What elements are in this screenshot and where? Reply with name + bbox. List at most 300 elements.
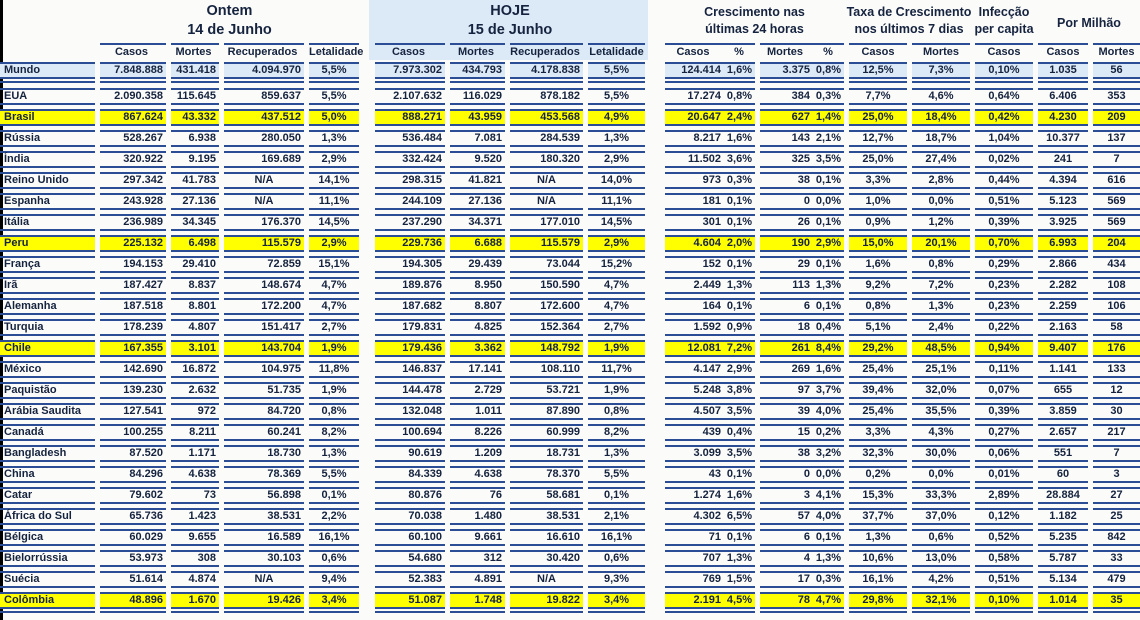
- hoje-casos-cell: 187.682: [375, 298, 445, 315]
- growth24h-mortes-value: 0: [803, 468, 810, 480]
- taxa7d-casos-label: Casos: [849, 43, 907, 61]
- hoje-casos-cell: 888.271: [375, 109, 445, 126]
- hoje-recuperados-cell: 30.420: [510, 550, 583, 567]
- hoje-recuperados-cell: 18.731: [510, 445, 583, 462]
- hoje-mortes-cell: 8.807: [450, 298, 505, 315]
- hoje-casos-cell: 244.109: [375, 193, 445, 210]
- pormilhao-mortes-cell: 33: [1093, 550, 1140, 567]
- country-cell: Colômbia: [0, 592, 95, 609]
- growth24h-casos-cell: [665, 424, 755, 441]
- growth24h-casos-value: 4.604: [693, 237, 721, 249]
- growth24h-mortes-cell: [760, 466, 844, 483]
- growth24h-mortes-value: 325: [791, 153, 810, 165]
- country-cell: Bélgica: [0, 529, 95, 546]
- growth24h-mortes-cell: [760, 361, 844, 378]
- ontem-mortes-cell: 308: [171, 550, 219, 567]
- ontem-casos-cell: 225.132: [100, 235, 166, 252]
- growth24h-casos-value: 181: [702, 195, 721, 207]
- ontem-letalidade-cell: 15,1%: [309, 256, 359, 273]
- infeccao-percapita-cell: 0,42%: [975, 109, 1033, 126]
- table-row: [0, 382, 1140, 399]
- pormilhao-casos-cell: 10.377: [1038, 130, 1088, 147]
- pormilhao-mortes-cell: 108: [1093, 277, 1140, 294]
- hoje-casos-cell: 60.100: [375, 529, 445, 546]
- hoje-letalidade-cell: 2,7%: [588, 319, 645, 336]
- hoje-recuperados-cell: 53.721: [510, 382, 583, 399]
- ontem-recuperados-cell: 169.689: [224, 151, 304, 168]
- hoje-casos-cell: 2.107.632: [375, 88, 445, 105]
- hoje-recuperados-cell: 78.370: [510, 466, 583, 483]
- growth24h-mortes-value: 627: [791, 111, 810, 123]
- infeccao-percapita-cell: 2,89%: [975, 487, 1033, 504]
- hoje-letalidade-cell: 0,1%: [588, 487, 645, 504]
- hoje-letalidade-cell: 14,5%: [588, 214, 645, 231]
- growth24h-casos-value: 71: [708, 531, 721, 543]
- growth24h-casos-value: 3.099: [693, 447, 721, 459]
- pormilhao-casos-cell: 2.657: [1038, 424, 1088, 441]
- ontem-casos-cell: 187.427: [100, 277, 166, 294]
- taxa7d-mortes-cell: 0,0%: [912, 193, 970, 210]
- growth24h-mortes-pct: 3,7%: [815, 384, 841, 396]
- infeccao-title-line2: per capita: [974, 22, 1034, 36]
- taxa7d-mortes-cell: 32,0%: [912, 382, 970, 399]
- taxa7d-mortes-cell: 20,1%: [912, 235, 970, 252]
- taxa7d-casos-cell: 37,7%: [849, 508, 907, 525]
- ontem-casos-cell: 236.989: [100, 214, 166, 231]
- growth24h-mortes-cell: [760, 340, 844, 357]
- ontem-letalidade-cell: 5,5%: [309, 88, 359, 105]
- ontem-mortes-cell: 41.783: [171, 172, 219, 189]
- growth24h-mortes-value: 4: [803, 552, 810, 564]
- growth24h-mortes-pct: 3,2%: [815, 447, 841, 459]
- pormilhao-mortes-cell: 7: [1093, 445, 1140, 462]
- growth24h-mortes-cell: [760, 298, 844, 315]
- pormilhao-casos-cell: 5.134: [1038, 571, 1088, 588]
- pormilhao-mortes-cell: 842: [1093, 529, 1140, 546]
- pormilhao-casos-cell: 2.163: [1038, 319, 1088, 336]
- pormilhao-mortes-cell: 133: [1093, 361, 1140, 378]
- hoje-casos-cell: 52.383: [375, 571, 445, 588]
- ontem-casos-cell: 79.602: [100, 487, 166, 504]
- country-cell: Brasil: [0, 109, 95, 126]
- growth24h-casos-pct: 2,9%: [726, 363, 752, 375]
- growth24h-mortes-cell: [760, 382, 844, 399]
- growth24h-casos-pct: 0,1%: [726, 195, 752, 207]
- hoje-recuperados-cell: 172.600: [510, 298, 583, 315]
- ontem-mortes-cell: 6.938: [171, 130, 219, 147]
- pormilhao-casos-cell: 28.884: [1038, 487, 1088, 504]
- growth24h-casos-value: 2.449: [693, 279, 721, 291]
- ontem-casos-cell: 243.928: [100, 193, 166, 210]
- growth24h-title-line1: Crescimento nas: [704, 5, 805, 19]
- ontem-mortes-cell: 27.136: [171, 193, 219, 210]
- growth24h-casos-label: [665, 43, 755, 61]
- growth24h-casos-pct: 1,3%: [726, 279, 752, 291]
- growth24h-mortes-pct: 4,0%: [815, 510, 841, 522]
- growth24h-mortes-value: 3.375: [782, 64, 810, 76]
- infeccao-percapita-cell: 0,51%: [975, 571, 1033, 588]
- growth24h-mortes-value: 38: [797, 447, 810, 459]
- ontem-letalidade-cell: 2,7%: [309, 319, 359, 336]
- table-row: [0, 62, 1140, 79]
- table-row: [0, 256, 1140, 273]
- ontem-mortes-cell: 6.498: [171, 235, 219, 252]
- growth24h-mortes-pct: 4,0%: [815, 405, 841, 417]
- growth24h-mortes-pct: 2,9%: [815, 237, 841, 249]
- growth24h-casos-value: 4.507: [693, 405, 721, 417]
- growth24h-casos-cell: [665, 403, 755, 420]
- growth24h-mortes-cell: [760, 445, 844, 462]
- pormilhao-casos-cell: 5.123: [1038, 193, 1088, 210]
- pormilhao-mortes-cell: 3: [1093, 466, 1140, 483]
- infeccao-percapita-cell: 0,94%: [975, 340, 1033, 357]
- ontem-recuperados-cell: 151.417: [224, 319, 304, 336]
- ontem-mortes-cell: 3.101: [171, 340, 219, 357]
- infeccao-percapita-cell: 0,12%: [975, 508, 1033, 525]
- table-row: [0, 529, 1140, 546]
- ontem-letalidade-cell: 14,5%: [309, 214, 359, 231]
- growth24h-casos-pct: 0,1%: [726, 468, 752, 480]
- hoje-casos-cell: 90.619: [375, 445, 445, 462]
- taxa7d-casos-cell: 10,6%: [849, 550, 907, 567]
- growth24h-casos-value: 769: [702, 573, 721, 585]
- growth24h-casos-cell: [665, 62, 755, 79]
- hoje-recuperados-cell: N/A: [510, 571, 583, 588]
- growth24h-casos-pct: 6,5%: [726, 510, 752, 522]
- ontem-recuperados-cell: 72.859: [224, 256, 304, 273]
- pormilhao-casos-label: Casos: [1038, 43, 1088, 61]
- ontem-mortes-cell: 1.670: [171, 592, 219, 609]
- growth24h-section-title: [665, 4, 844, 38]
- country-column-label: [0, 43, 95, 61]
- growth24h-casos-cell: [665, 466, 755, 483]
- growth24h-casos-cell: [665, 88, 755, 105]
- ontem-mortes-cell: 4.874: [171, 571, 219, 588]
- pormilhao-casos-cell: 551: [1038, 445, 1088, 462]
- ontem-letalidade-cell: 5,0%: [309, 109, 359, 126]
- ontem-casos-cell: 320.922: [100, 151, 166, 168]
- growth24h-casos-cell: [665, 340, 755, 357]
- growth24h-casos-cell: [665, 277, 755, 294]
- table-row: [0, 319, 1140, 336]
- ontem-casos-cell: 87.520: [100, 445, 166, 462]
- growth24h-title-line2: últimas 24 horas: [705, 22, 804, 36]
- hoje-letalidade-cell: 4,7%: [588, 298, 645, 315]
- table-row: [0, 151, 1140, 168]
- hoje-mortes-cell: 2.729: [450, 382, 505, 399]
- taxa7d-casos-cell: 12,7%: [849, 130, 907, 147]
- ontem-casos-cell: 60.029: [100, 529, 166, 546]
- ontem-casos-cell: 84.296: [100, 466, 166, 483]
- growth24h-casos-pct: 1,6%: [726, 489, 752, 501]
- ontem-mortes-cell: 43.332: [171, 109, 219, 126]
- ontem-recuperados-cell: 19.426: [224, 592, 304, 609]
- country-cell: Arábia Saudita: [0, 403, 95, 420]
- hoje-casos-cell: 132.048: [375, 403, 445, 420]
- growth24h-mortes-pct: 0,2%: [815, 426, 841, 438]
- growth24h-mortes-label: [760, 43, 844, 61]
- ontem-recuperados-cell: 148.674: [224, 277, 304, 294]
- hoje-mortes-cell: 41.821: [450, 172, 505, 189]
- growth24h-casos-pct: 0,1%: [726, 531, 752, 543]
- country-cell: Alemanha: [0, 298, 95, 315]
- pormilhao-casos-cell: 3.859: [1038, 403, 1088, 420]
- hoje-mortes-cell: 1.748: [450, 592, 505, 609]
- hoje-letalidade-cell: 0,8%: [588, 403, 645, 420]
- ontem-mortes-cell: 1.423: [171, 508, 219, 525]
- growth24h-casos-cell: [665, 172, 755, 189]
- growth24h-casos-value: 8.217: [693, 132, 721, 144]
- taxa7d-mortes-cell: 2,8%: [912, 172, 970, 189]
- infeccao-percapita-cell: 0,39%: [975, 214, 1033, 231]
- growth24h-mortes-value: 29: [797, 258, 810, 270]
- ontem-casos-cell: 139.230: [100, 382, 166, 399]
- country-cell: Catar: [0, 487, 95, 504]
- pormilhao-mortes-cell: 56: [1093, 62, 1140, 79]
- growth24h-casos-value: 152: [702, 258, 721, 270]
- hoje-casos-cell: 194.305: [375, 256, 445, 273]
- growth24h-casos-pct: 1,6%: [726, 132, 752, 144]
- hoje-recuperados-label: Recuperados: [510, 43, 583, 61]
- table-row: [0, 445, 1140, 462]
- growth24h-casos-cell: [665, 592, 755, 609]
- growth24h-mortes-cell: [760, 550, 844, 567]
- hoje-mortes-cell: 4.638: [450, 466, 505, 483]
- hoje-recuperados-cell: 878.182: [510, 88, 583, 105]
- table-row: [0, 298, 1140, 315]
- taxa7d-casos-cell: 1,6%: [849, 256, 907, 273]
- growth24h-casos-cell: [665, 256, 755, 273]
- taxa7d-casos-cell: 25,0%: [849, 151, 907, 168]
- ontem-mortes-cell: 115.645: [171, 88, 219, 105]
- hoje-mortes-cell: 1.011: [450, 403, 505, 420]
- pormilhao-mortes-cell: 137: [1093, 130, 1140, 147]
- growth24h-casos-pct: 0,1%: [726, 258, 752, 270]
- ontem-recuperados-cell: 16.589: [224, 529, 304, 546]
- taxa7d-casos-cell: 1,3%: [849, 529, 907, 546]
- pormilhao-title-line1: Por Milhão: [1057, 16, 1121, 30]
- taxa7d-casos-cell: 25,4%: [849, 403, 907, 420]
- growth24h-casos-cell: [665, 571, 755, 588]
- taxa7d-casos-cell: 7,7%: [849, 88, 907, 105]
- hoje-recuperados-cell: 108.110: [510, 361, 583, 378]
- growth24h-mortes-value: 18: [797, 321, 810, 333]
- growth24h-mortes-value: 38: [797, 174, 810, 186]
- hoje-title-line2: 15 de Junho: [467, 22, 553, 38]
- infeccao-percapita-cell: 0,64%: [975, 88, 1033, 105]
- taxa7d-casos-cell: 29,8%: [849, 592, 907, 609]
- hoje-casos-cell: 146.837: [375, 361, 445, 378]
- hoje-recuperados-cell: 177.010: [510, 214, 583, 231]
- growth24h-casos-value: 4.147: [693, 363, 721, 375]
- ontem-casos-cell: 167.355: [100, 340, 166, 357]
- ontem-letalidade-cell: 11,8%: [309, 361, 359, 378]
- country-cell: África do Sul: [0, 508, 95, 525]
- ontem-recuperados-cell: 280.050: [224, 130, 304, 147]
- hoje-mortes-cell: 76: [450, 487, 505, 504]
- infeccao-percapita-cell: 0,51%: [975, 193, 1033, 210]
- taxa7d-mortes-cell: 27,4%: [912, 151, 970, 168]
- pormilhao-casos-cell: 2.866: [1038, 256, 1088, 273]
- taxa7d-mortes-cell: 1,2%: [912, 214, 970, 231]
- growth24h-mortes-cell: [760, 319, 844, 336]
- country-cell: EUA: [0, 88, 95, 105]
- growth24h-mortes-pct: 0,8%: [815, 64, 841, 76]
- pormilhao-casos-cell: 2.259: [1038, 298, 1088, 315]
- ontem-letalidade-cell: 1,9%: [309, 340, 359, 357]
- hoje-letalidade-cell: 0,6%: [588, 550, 645, 567]
- growth24h-casos-pct: 0,9%: [726, 321, 752, 333]
- hoje-mortes-cell: 1.480: [450, 508, 505, 525]
- taxa7d-mortes-cell: 4,2%: [912, 571, 970, 588]
- hoje-section-title: [375, 2, 645, 40]
- growth24h-mortes-cell: [760, 529, 844, 546]
- ontem-letalidade-cell: 9,4%: [309, 571, 359, 588]
- growth24h-casos-pct: 0,8%: [726, 90, 752, 102]
- taxa7d-casos-cell: 3,3%: [849, 424, 907, 441]
- growth24h-casos-value: 20.647: [687, 111, 721, 123]
- hoje-recuperados-cell: 284.539: [510, 130, 583, 147]
- hoje-recuperados-cell: N/A: [510, 172, 583, 189]
- ontem-casos-cell: 867.624: [100, 109, 166, 126]
- hoje-letalidade-cell: 1,3%: [588, 130, 645, 147]
- growth24h-mortes-cell: [760, 109, 844, 126]
- growth24h-mortes-cell: [760, 214, 844, 231]
- ontem-casos-cell: 297.342: [100, 172, 166, 189]
- country-cell: França: [0, 256, 95, 273]
- growth24h-casos-cell: [665, 193, 755, 210]
- taxa7d-mortes-cell: 18,7%: [912, 130, 970, 147]
- taxa7d-mortes-cell: 30,0%: [912, 445, 970, 462]
- country-cell: Rússia: [0, 130, 95, 147]
- infeccao-percapita-cell: 0,10%: [975, 592, 1033, 609]
- pormilhao-mortes-cell: 7: [1093, 151, 1140, 168]
- ontem-recuperados-cell: 176.370: [224, 214, 304, 231]
- ontem-letalidade-cell: 11,1%: [309, 193, 359, 210]
- country-cell: Reino Unido: [0, 172, 95, 189]
- country-cell: Espanha: [0, 193, 95, 210]
- growth24h-mortes-pct: 0,3%: [815, 90, 841, 102]
- pormilhao-casos-cell: 1.035: [1038, 62, 1088, 79]
- taxa7d-casos-cell: 0,2%: [849, 466, 907, 483]
- infeccao-percapita-cell: 0,01%: [975, 466, 1033, 483]
- pormilhao-casos-cell: 6.406: [1038, 88, 1088, 105]
- country-cell: Itália: [0, 214, 95, 231]
- hoje-letalidade-cell: 2,9%: [588, 151, 645, 168]
- ontem-letalidade-cell: 1,3%: [309, 130, 359, 147]
- growth24h-mortes-pct: 0,3%: [815, 573, 841, 585]
- ontem-letalidade-cell: 4,7%: [309, 298, 359, 315]
- ontem-letalidade-label: Letalidade: [309, 43, 359, 61]
- taxa7d-mortes-cell: 32,1%: [912, 592, 970, 609]
- ontem-recuperados-cell: 172.200: [224, 298, 304, 315]
- growth24h-casos-value: 17.274: [687, 90, 721, 102]
- growth24h-casos-value: 4.302: [693, 510, 721, 522]
- table-row: [0, 130, 1140, 147]
- hoje-mortes-cell: 8.226: [450, 424, 505, 441]
- country-cell: Canadá: [0, 424, 95, 441]
- country-cell: Mundo: [0, 62, 95, 79]
- growth24h-casos-pct: 3,5%: [726, 405, 752, 417]
- growth24h-mortes-cell: [760, 277, 844, 294]
- table-row: [0, 550, 1140, 567]
- growth24h-mortes-value: 6: [803, 531, 810, 543]
- infeccao-percapita-cell: 0,27%: [975, 424, 1033, 441]
- growth24h-casos-value: 973: [702, 174, 721, 186]
- ontem-recuperados-cell: 30.103: [224, 550, 304, 567]
- hoje-casos-cell: 84.339: [375, 466, 445, 483]
- hoje-letalidade-cell: 11,1%: [588, 193, 645, 210]
- growth24h-casos-pct: 0,3%: [726, 174, 752, 186]
- growth24h-mortes-cell: [760, 151, 844, 168]
- growth24h-casos-pct: 3,8%: [726, 384, 752, 396]
- growth24h-mortes-pct: 0,1%: [815, 300, 841, 312]
- infeccao-percapita-cell: 0,70%: [975, 235, 1033, 252]
- growth24h-casos-value: 11.502: [687, 153, 721, 165]
- growth24h-casos-pct: 2,0%: [726, 237, 752, 249]
- ontem-casos-cell: 127.541: [100, 403, 166, 420]
- hoje-recuperados-cell: 19.822: [510, 592, 583, 609]
- infeccao-title-line1: Infecção: [978, 5, 1030, 19]
- growth24h-casos-pct: 0,1%: [726, 216, 752, 228]
- growth24h-mortes-cell: [760, 235, 844, 252]
- ontem-letalidade-cell: 2,9%: [309, 235, 359, 252]
- growth24h-mortes-value: 17: [797, 573, 810, 585]
- growth24h-mortes-value: 57: [797, 510, 810, 522]
- hoje-title-line1: HOJE: [490, 3, 530, 19]
- hoje-letalidade-cell: 3,4%: [588, 592, 645, 609]
- ontem-mortes-cell: 4.807: [171, 319, 219, 336]
- hoje-casos-cell: 7.973.302: [375, 62, 445, 79]
- growth24h-casos-value: 707: [702, 552, 721, 564]
- growth24h-casos-pct: 7,2%: [726, 342, 752, 354]
- ontem-casos-cell: 2.090.358: [100, 88, 166, 105]
- hoje-recuperados-cell: 152.364: [510, 319, 583, 336]
- hoje-letalidade-cell: 4,9%: [588, 109, 645, 126]
- growth24h-casos-value: 1.274: [693, 489, 721, 501]
- growth24h-mortes-pct: 2,1%: [815, 132, 841, 144]
- hoje-mortes-cell: 9.661: [450, 529, 505, 546]
- taxa7d-casos-cell: 3,3%: [849, 172, 907, 189]
- taxa7d-casos-cell: 1,0%: [849, 193, 907, 210]
- hoje-letalidade-cell: 4,7%: [588, 277, 645, 294]
- growth24h-casos-cell: [665, 151, 755, 168]
- growth24h-mortes-value: 143: [791, 132, 810, 144]
- taxa7d-casos-cell: 15,0%: [849, 235, 907, 252]
- hoje-recuperados-cell: 453.568: [510, 109, 583, 126]
- infeccao-percapita-cell: 0,06%: [975, 445, 1033, 462]
- growth24h-casos-value: 12.081: [687, 342, 721, 354]
- ontem-casos-cell: 142.690: [100, 361, 166, 378]
- growth24h-mortes-pct: 0,1%: [815, 531, 841, 543]
- column-labels-row: [0, 43, 1140, 61]
- growth24h-mortes-value: 0: [803, 195, 810, 207]
- growth24h-casos-cell: [665, 550, 755, 567]
- pormilhao-mortes-cell: 353: [1093, 88, 1140, 105]
- hoje-recuperados-cell: 4.178.838: [510, 62, 583, 79]
- growth24h-mortes-pct: 8,4%: [815, 342, 841, 354]
- hoje-mortes-cell: 312: [450, 550, 505, 567]
- taxa7d-casos-cell: 25,0%: [849, 109, 907, 126]
- growth24h-mortes-pct-label: %: [823, 45, 833, 58]
- growth24h-mortes-cell: [760, 487, 844, 504]
- ontem-letalidade-cell: 3,4%: [309, 592, 359, 609]
- pormilhao-casos-cell: 6.993: [1038, 235, 1088, 252]
- growth24h-casos-cell: [665, 529, 755, 546]
- pormilhao-mortes-cell: 176: [1093, 340, 1140, 357]
- table-row: [0, 508, 1140, 525]
- growth24h-mortes-value: 261: [791, 342, 810, 354]
